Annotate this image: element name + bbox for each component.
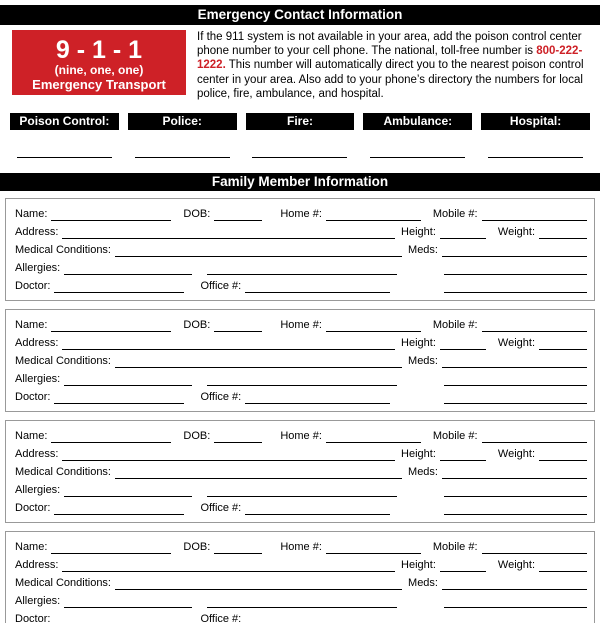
family-member-card bbox=[5, 531, 595, 623]
member-row-address bbox=[15, 221, 587, 239]
field-label-meds: Meds: bbox=[408, 244, 438, 257]
contact-labels-row bbox=[10, 113, 590, 130]
member-row-doctor bbox=[15, 275, 587, 293]
blank-line-allergies-extra bbox=[207, 374, 397, 386]
member-row-medical bbox=[15, 461, 587, 479]
blank-line-doctor bbox=[54, 503, 184, 515]
blank-line-meds-extra-1 bbox=[444, 485, 587, 497]
member-row-address bbox=[15, 443, 587, 461]
blank-line-dob bbox=[214, 320, 262, 332]
blank-line-name bbox=[51, 209, 171, 221]
field-label-doctor: Doctor: bbox=[15, 280, 51, 293]
field-label-address: Address: bbox=[15, 226, 59, 239]
blank-line-weight bbox=[539, 338, 587, 350]
field-label-name: Name: bbox=[15, 430, 48, 443]
family-info-title: Family Member Information bbox=[211, 174, 389, 190]
family-info-bar bbox=[0, 173, 600, 191]
blank-line-weight bbox=[539, 449, 587, 461]
member-row-allergies bbox=[15, 479, 587, 497]
family-member-card bbox=[5, 309, 595, 412]
contact-label-ambulance: Ambulance: bbox=[363, 113, 472, 130]
blank-line-meds-extra-2 bbox=[444, 614, 587, 623]
field-label-mobile: Mobile #: bbox=[432, 430, 478, 443]
field-label-meds: Meds: bbox=[408, 355, 438, 368]
field-label-allergies: Allergies: bbox=[15, 484, 61, 497]
field-label-doctor: Doctor: bbox=[15, 391, 51, 404]
field-label-allergies: Allergies: bbox=[15, 595, 61, 608]
field-label-address: Address: bbox=[15, 337, 59, 350]
blank-line-allergies bbox=[64, 374, 192, 386]
field-label-name: Name: bbox=[15, 208, 48, 221]
contact-label-hospital: Hospital: bbox=[481, 113, 590, 130]
blank-line-address bbox=[62, 338, 395, 350]
blank-line-medical bbox=[115, 578, 402, 590]
blank-line-meds-extra-1 bbox=[444, 596, 587, 608]
field-label-address: Address: bbox=[15, 448, 59, 461]
blank-line-medical bbox=[115, 356, 402, 368]
field-label-doctor: Doctor: bbox=[15, 502, 51, 515]
page-title: Emergency Contact Information bbox=[197, 7, 403, 22]
contact-label-poison-control: Poison Control: bbox=[10, 113, 119, 130]
blank-line-name bbox=[51, 542, 171, 554]
field-label-height: Height: bbox=[401, 226, 436, 239]
member-row-name bbox=[15, 425, 587, 443]
field-label-mobile: Mobile #: bbox=[432, 319, 478, 332]
field-label-office: Office #: bbox=[200, 391, 242, 404]
family-member-card bbox=[5, 420, 595, 523]
blank-line-doctor bbox=[54, 614, 184, 623]
blank-line-mobile bbox=[482, 209, 587, 221]
blank-line-allergies-extra bbox=[207, 485, 397, 497]
blank-line-mobile bbox=[482, 320, 587, 332]
blank-line-medical bbox=[115, 467, 402, 479]
emergency-911-badge bbox=[12, 30, 186, 107]
field-label-home: Home #: bbox=[280, 319, 322, 332]
member-row-address bbox=[15, 554, 587, 572]
blank-line-name bbox=[51, 431, 171, 443]
field-label-allergies: Allergies: bbox=[15, 262, 61, 275]
field-label-meds: Meds: bbox=[408, 466, 438, 479]
member-row-doctor bbox=[15, 497, 587, 515]
field-label-medical: Medical Conditions: bbox=[15, 466, 111, 479]
blank-line-allergies-extra bbox=[207, 596, 397, 608]
member-row-name bbox=[15, 203, 587, 221]
header-bar bbox=[0, 5, 600, 25]
member-row-allergies bbox=[15, 257, 587, 275]
field-label-medical: Medical Conditions: bbox=[15, 244, 111, 257]
blank-line-dob bbox=[214, 209, 262, 221]
blank-line-meds-extra-2 bbox=[444, 392, 587, 404]
intro-section bbox=[0, 25, 600, 107]
member-row-name bbox=[15, 536, 587, 554]
blank-line-address bbox=[62, 560, 395, 572]
field-label-mobile: Mobile #: bbox=[432, 208, 478, 221]
blank-line-meds bbox=[442, 356, 587, 368]
field-label-address: Address: bbox=[15, 559, 59, 572]
blank-line-allergies bbox=[64, 263, 192, 275]
blank-line-home bbox=[326, 431, 421, 443]
field-label-weight: Weight: bbox=[497, 337, 535, 350]
contact-label-police: Police: bbox=[128, 113, 237, 130]
blank-line-fire bbox=[252, 154, 347, 158]
member-row-medical bbox=[15, 350, 587, 368]
blank-line-address bbox=[62, 449, 395, 461]
badge-transport-system: Emergency Transport System bbox=[32, 77, 166, 107]
blank-line-home bbox=[326, 320, 421, 332]
blank-line-meds-extra-1 bbox=[444, 263, 587, 275]
blank-line-office bbox=[245, 281, 390, 293]
blank-line-home bbox=[326, 209, 421, 221]
blank-line-weight bbox=[539, 560, 587, 572]
paragraph-text-after: This number will automatically direct you to the nearest poison control center in your area. Also add to your phone’s directory the numbers for local police, fire, ambulance, and hospital. bbox=[197, 59, 584, 100]
field-label-dob: DOB: bbox=[183, 430, 211, 443]
blank-line-home bbox=[326, 542, 421, 554]
blank-line-dob bbox=[214, 431, 262, 443]
blank-line-doctor bbox=[54, 281, 184, 293]
member-row-allergies bbox=[15, 368, 587, 386]
badge-911-number: 9 - 1 - 1 bbox=[55, 36, 143, 64]
blank-line-meds bbox=[442, 467, 587, 479]
field-label-mobile: Mobile #: bbox=[432, 541, 478, 554]
poison-control-paragraph bbox=[197, 30, 589, 101]
blank-line-allergies bbox=[64, 485, 192, 497]
badge-911-words: (nine, one, one) bbox=[54, 63, 144, 77]
field-label-dob: DOB: bbox=[183, 541, 211, 554]
poison-control-phone: 800-222-1222. bbox=[197, 45, 583, 72]
blank-line-office bbox=[245, 392, 390, 404]
field-label-weight: Weight: bbox=[497, 559, 535, 572]
blank-line-mobile bbox=[482, 431, 587, 443]
blank-line-office bbox=[245, 503, 390, 515]
member-row-doctor bbox=[15, 386, 587, 404]
blank-line-meds bbox=[442, 578, 587, 590]
family-member-card bbox=[5, 198, 595, 301]
field-label-office: Office #: bbox=[200, 280, 242, 293]
field-label-medical: Medical Conditions: bbox=[15, 355, 111, 368]
family-member-list bbox=[5, 198, 595, 623]
blank-line-height bbox=[440, 560, 486, 572]
blank-line-meds-extra-2 bbox=[444, 503, 587, 515]
member-row-name bbox=[15, 314, 587, 332]
blank-line-weight bbox=[539, 227, 587, 239]
field-label-meds: Meds: bbox=[408, 577, 438, 590]
field-label-allergies: Allergies: bbox=[15, 373, 61, 386]
member-row-medical bbox=[15, 572, 587, 590]
blank-line-name bbox=[51, 320, 171, 332]
blank-line-dob bbox=[214, 542, 262, 554]
blank-line-allergies-extra bbox=[207, 263, 397, 275]
field-label-office: Office #: bbox=[200, 613, 242, 623]
field-label-home: Home #: bbox=[280, 541, 322, 554]
blank-line-police bbox=[135, 154, 230, 158]
member-row-address bbox=[15, 332, 587, 350]
field-label-doctor: Doctor: bbox=[15, 613, 51, 623]
blank-line-meds-extra-2 bbox=[444, 281, 587, 293]
member-row-medical bbox=[15, 239, 587, 257]
blank-line-office bbox=[245, 614, 390, 623]
contact-blank-lines-row bbox=[10, 154, 590, 158]
blank-line-meds-extra-1 bbox=[444, 374, 587, 386]
blank-line-address bbox=[62, 227, 395, 239]
field-label-home: Home #: bbox=[280, 430, 322, 443]
blank-line-poison-control bbox=[17, 154, 112, 158]
blank-line-doctor bbox=[54, 392, 184, 404]
blank-line-height bbox=[440, 338, 486, 350]
page bbox=[0, 5, 600, 623]
field-label-height: Height: bbox=[401, 559, 436, 572]
field-label-name: Name: bbox=[15, 319, 48, 332]
paragraph-text-before: If the 911 system is not available in your area, add the poison control center phone number to your cell phone. The national, toll-free number is bbox=[197, 31, 582, 58]
blank-line-meds bbox=[442, 245, 587, 257]
blank-line-mobile bbox=[482, 542, 587, 554]
blank-line-ambulance bbox=[370, 154, 465, 158]
blank-line-hospital bbox=[488, 154, 583, 158]
blank-line-height bbox=[440, 449, 486, 461]
blank-line-medical bbox=[115, 245, 402, 257]
blank-line-allergies bbox=[64, 596, 192, 608]
blank-line-height bbox=[440, 227, 486, 239]
field-label-dob: DOB: bbox=[183, 319, 211, 332]
field-label-weight: Weight: bbox=[497, 226, 535, 239]
field-label-height: Height: bbox=[401, 337, 436, 350]
member-row-allergies bbox=[15, 590, 587, 608]
field-label-medical: Medical Conditions: bbox=[15, 577, 111, 590]
field-label-height: Height: bbox=[401, 448, 436, 461]
field-label-home: Home #: bbox=[280, 208, 322, 221]
member-row-doctor bbox=[15, 608, 587, 623]
field-label-dob: DOB: bbox=[183, 208, 211, 221]
field-label-weight: Weight: bbox=[497, 448, 535, 461]
field-label-name: Name: bbox=[15, 541, 48, 554]
contact-label-fire: Fire: bbox=[246, 113, 355, 130]
field-label-office: Office #: bbox=[200, 502, 242, 515]
